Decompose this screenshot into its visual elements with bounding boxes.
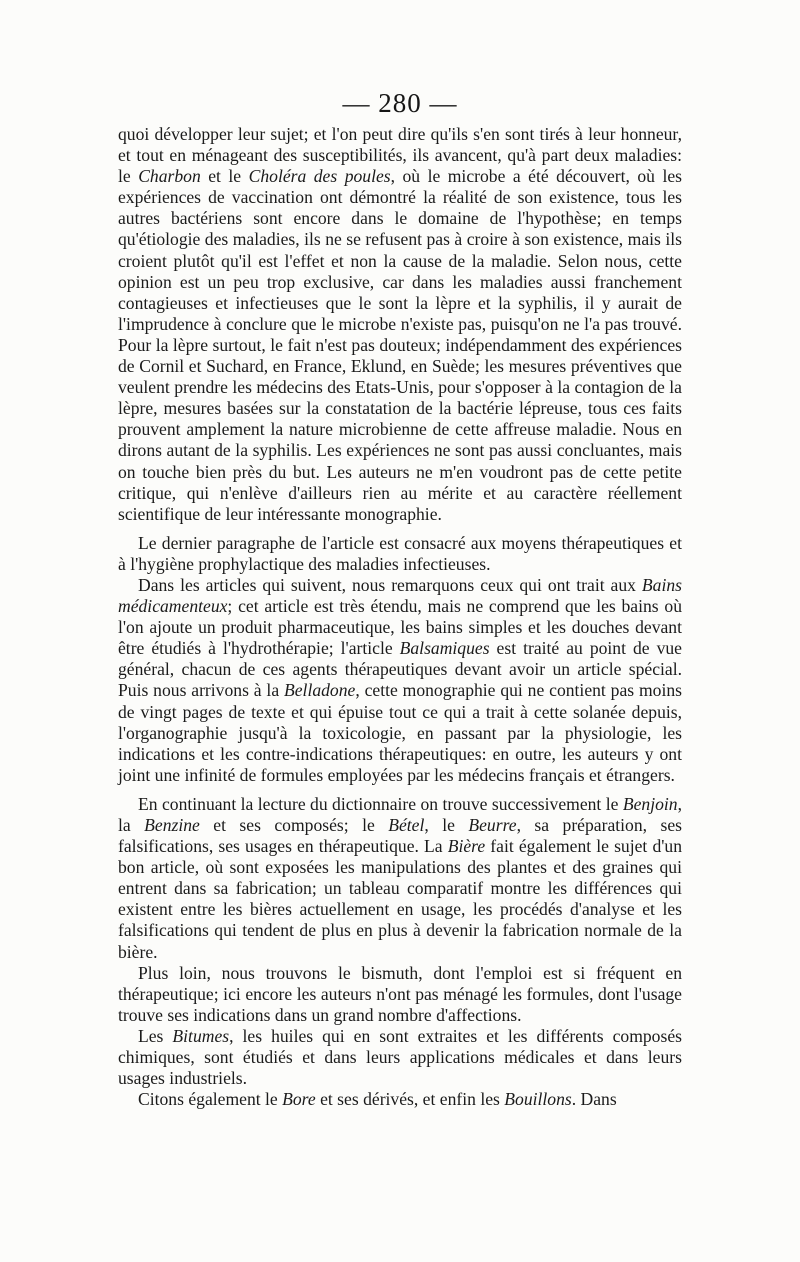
text-segment-italic: Bore: [282, 1089, 316, 1110]
text-segment: Citons également le: [138, 1089, 283, 1110]
text-segment: ; cet article est très étendu, mais ne comprend que les bains où l'on ajoute un produit pharmaceutique, les bains simples et les douches devant être étudiés à l'hydrothérapie; l'article: [118, 596, 682, 659]
text-segment-italic: Bouillons: [504, 1089, 572, 1110]
text-segment: . Dans: [571, 1089, 617, 1110]
paragraph-2: [118, 533, 682, 575]
text-segment-italic: Beurre: [468, 815, 517, 835]
paragraph-6: [118, 1026, 682, 1089]
text-segment: , la: [118, 793, 682, 835]
paragraph-1: [118, 124, 682, 525]
text-segment: , le: [424, 815, 469, 835]
text-segment: Les: [138, 1025, 173, 1046]
text-segment: est traité au point de vue général, chacun de ces agents thérapeutiques devant avoir un article spécial. Puis nous arrivons à la: [118, 638, 682, 701]
text-segment: Le dernier paragraphe de l'article est consacré aux moyens thérapeutiques et à l'hygiène prophylactique des maladies infectieuses.: [118, 532, 682, 574]
text-segment: Dans les articles qui suivent, nous remarquons ceux qui ont trait aux: [138, 574, 642, 595]
text-segment-italic: Benzine: [144, 815, 200, 835]
page-number: — 280 —: [342, 88, 458, 118]
text-segment: quoi développer leur sujet; et l'on peut dire qu'ils s'en sont tirés à leur honneur, et tout en ménageant des susceptibilités, ils avancent, qu'à part deux maladies: le: [118, 124, 682, 187]
text-segment: En continuant la lecture du dictionnaire on trouve successivement le: [138, 793, 623, 814]
text-segment: , les huiles qui en sont extraites et les différents composés chimiques, sont étudiés et dans leurs applications médicales et dans leurs usages industriels.: [118, 1025, 682, 1089]
text-segment: Plus loin, nous trouvons le bismuth, dont l'emploi est si fréquent en thérapeutique; ici encore les auteurs n'ont pas ménagé les formules, dont l'usage trouve ses indications dans un grand nombre d'affections.: [118, 962, 682, 1025]
text-segment: et ses composés; le: [199, 815, 389, 835]
text-segment-italic: Charbon: [138, 166, 201, 187]
text-segment: , sa préparation, ses falsifications, ses usages en thérapeutique. La: [118, 815, 682, 857]
body-text: [118, 124, 682, 1110]
text-segment-italic: Bains médicamenteux: [118, 574, 682, 617]
text-segment-italic: Benjoin: [622, 793, 678, 814]
text-segment-italic: Belladone: [284, 680, 356, 701]
text-segment: et le: [200, 166, 249, 187]
text-segment: , cette monographie qui ne contient pas moins de vingt pages de texte et qui épuise tout ce qui a trait à cette solanée depuis, l'organographie jusqu'à la toxicologie, en passant par la physiologie, les indications et les contre-indications thérapeutiques: en outre, les auteurs y ont joint une infinité de formules employées par les médecins français et étrangers.: [118, 680, 682, 785]
text-segment-italic: Bétel: [388, 815, 425, 835]
text-segment-italic: Bitumes: [172, 1025, 230, 1046]
text-segment-italic: Balsamiques: [399, 638, 490, 659]
text-segment-italic: Choléra des poules: [248, 166, 391, 187]
paragraph-5: [118, 963, 682, 1026]
paragraph-4: [118, 794, 682, 963]
text-segment: , où le microbe a été découvert, où les expériences de vaccination ont démontré la réalité de son existence, tous les autres bactériens sont encore dans le domaine de l'hypothèse; en temps qu'étiologie des maladies, ils ne se refusent pas à croire à son existence, mais ils croient plutôt qu'il est l'effet et non la cause de la maladie. Selon nous, cette opinion est un peu trop exclusive, car dans les maladies aussi franchement contagieuses et infectieuses que le sont la lèpre et la syphilis, il y aurait de l'imprudence à conclure que le microbe n'existe pas, puisqu'on ne l'a pas trouvé. Pour la lèpre surtout, le fait n'est pas douteux; indépendamment des expériences de Cornil et Suchard, en France, Eklund, en Suède; les mesures préventives que veulent prendre les médecins des Etats-Unis, pour s'opposer à la contagion de la lèpre, mesures basées sur la constatation de la bactérie lépreuse, tous ces faits prouvent amplement la nature microbienne de cette affreuse maladie. Nous en dirons autant de la syphilis. Les expériences ne sont pas aussi concluantes, mais on touche bien près du but. Les auteurs ne m'en voudront pas de cette petite critique, qui n'enlève d'ailleurs rien au mérite et au caractère réellement scientifique de leur intéressante monographie.: [118, 166, 683, 524]
text-segment: et ses dérivés, et enfin les: [315, 1089, 505, 1110]
text-segment: fait également le sujet d'un bon article, où sont exposées les manipulations des plantes et des graines qui entrent dans sa fabrication; un tableau comparatif montre les différences qui existent entre les bières actuellement en usage, les procédés d'analyse et les falsifications qui tendent de plus en plus à devenir la fabrication normale de la bière.: [118, 836, 683, 962]
paragraph-7: [118, 1089, 682, 1110]
text-segment-italic: Bière: [447, 836, 486, 857]
paragraph-3: [118, 575, 682, 786]
